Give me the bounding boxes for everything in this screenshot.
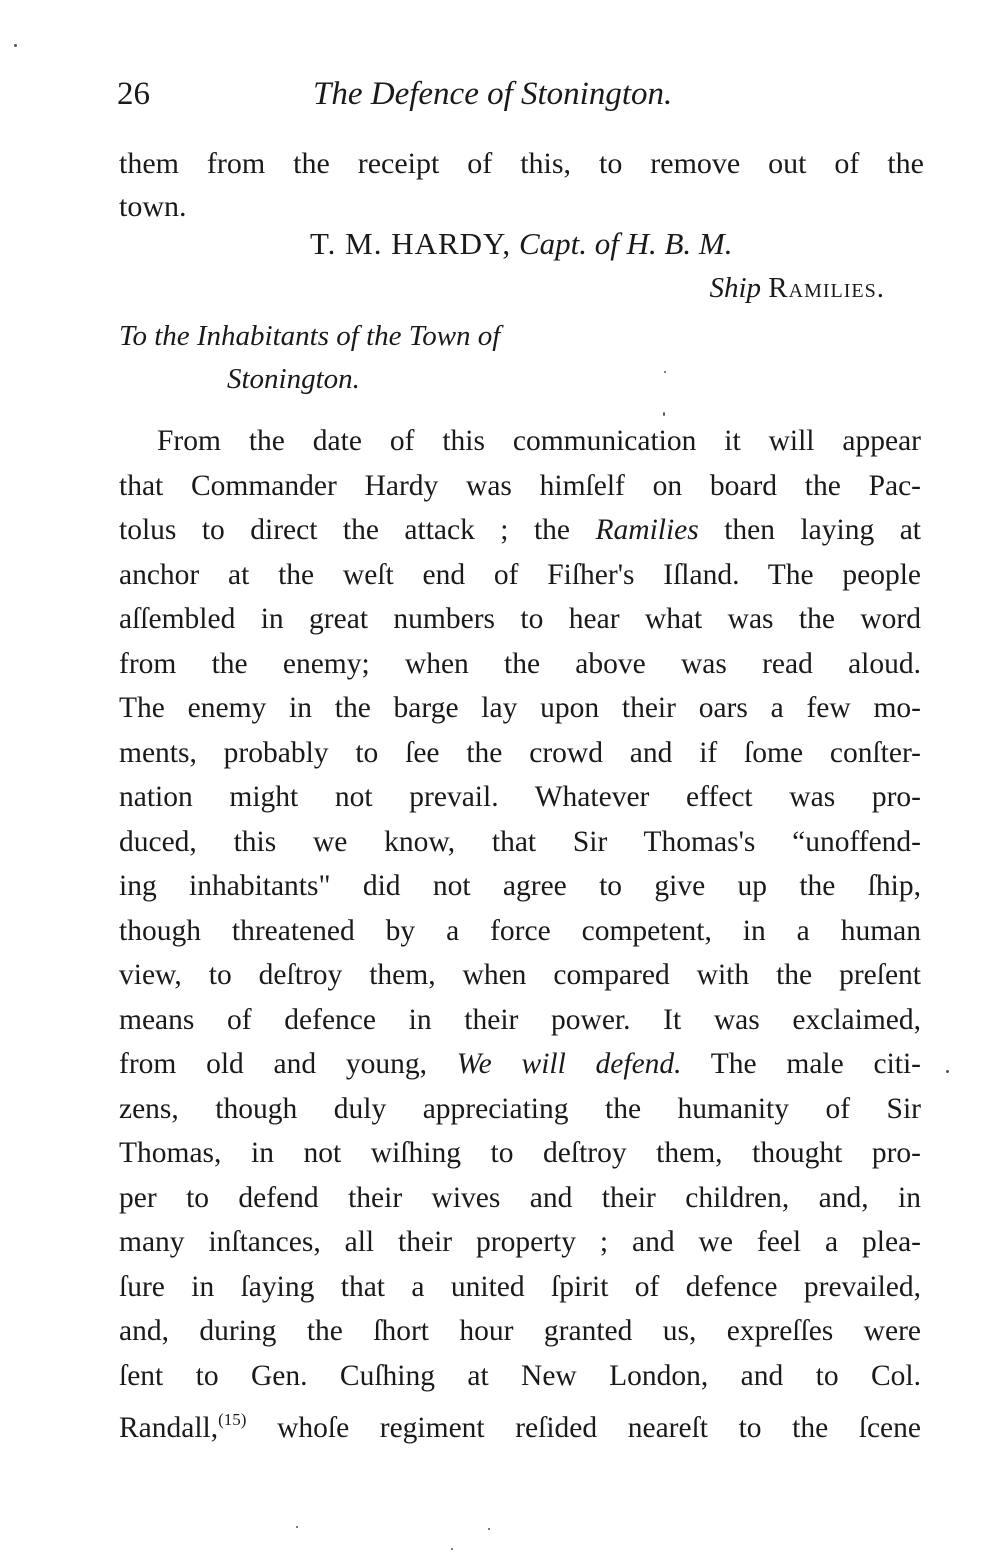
body-line-text: anchor at the weſt end of Fiſher's Iſland. The people	[119, 558, 921, 591]
body-line	[119, 731, 921, 776]
signature-title: Capt. of H. B. M.	[518, 226, 733, 261]
body-line-text: means of defence in their power. It was exclaimed,	[119, 1003, 921, 1036]
footnote-marker[interactable]: (15)	[218, 1410, 247, 1429]
body-line	[119, 419, 921, 464]
body-line-text: that Commander Hardy was himſelf on board the Pac-	[119, 469, 921, 502]
body-line-text: then laying at	[698, 514, 921, 546]
body-line	[119, 464, 921, 509]
body-line	[119, 642, 921, 687]
body-line-text: ing inhabitants" did not agree to give up the ſhip,	[119, 870, 921, 902]
body-line	[119, 1354, 921, 1399]
body-line-text: ments, probably to ſee the crowd and if ſome conſter-	[119, 736, 921, 769]
body-line-text: From the date of this communication it will appear	[157, 425, 921, 457]
page-number: 26	[117, 76, 150, 112]
body-line-text: many inſtances, all their property ; and we feel a plea-	[119, 1226, 921, 1258]
scan-speck	[663, 412, 665, 416]
ship-name: Ramilies.	[768, 272, 885, 304]
body-line	[119, 1220, 921, 1265]
body-line	[119, 597, 921, 642]
body-line-text: tolus to direct the attack ; the	[119, 514, 596, 546]
letter-line: them from the receipt of this, to remove out of the	[119, 147, 924, 180]
body-line	[119, 909, 921, 954]
scan-speck	[296, 1526, 298, 1528]
body-line-text: duced, this we know, that Sir Thomas's “unoffend-	[119, 825, 921, 858]
body-line	[119, 864, 921, 909]
signature	[310, 226, 733, 262]
body-line	[119, 1265, 921, 1310]
body-line	[119, 775, 921, 820]
ship-line	[709, 272, 885, 305]
body-line-text: ſure in ſaying that a united ſpirit of defence prevailed,	[119, 1270, 921, 1303]
body-line	[119, 1398, 921, 1443]
body-line	[119, 1131, 921, 1176]
addressee	[119, 315, 500, 401]
body-line-text: and, during the ſhort hour granted us, expreſſes were	[119, 1315, 921, 1347]
scan-speck	[451, 1548, 453, 1550]
body-line-text: nation might not prevail. Whatever effect was pro-	[119, 781, 921, 813]
body-line-text: ſent to Gen. Cuſhing at New London, and to Col.	[119, 1359, 921, 1392]
body-line-text: aſſembled in great numbers to hear what was the word	[119, 603, 921, 635]
ship-label: Ship	[709, 272, 762, 304]
scan-speck	[488, 1528, 490, 1530]
body-line-text: from the enemy; when the above was read aloud.	[119, 647, 921, 680]
body-line-italic: Ramilies	[595, 514, 699, 546]
body-line	[119, 508, 921, 553]
body-line-italic: We will defend.	[456, 1048, 682, 1080]
running-title: The Defence of Stonington.	[313, 76, 673, 112]
body-line	[119, 1042, 921, 1087]
letter-closing	[119, 142, 924, 228]
body-line-text: zens, though duly appreciating the humanity of Sir	[119, 1092, 921, 1125]
body-line	[119, 820, 921, 865]
body-line	[119, 953, 921, 998]
body-line	[119, 553, 921, 598]
scan-speck	[14, 44, 17, 47]
body-line-text: though threatened by a force competent, in a human	[119, 914, 921, 947]
body-line	[119, 1087, 921, 1132]
body-line-text: The enemy in the barge lay upon their oars a few mo-	[119, 692, 921, 724]
body-line-text: Thomas, in not wiſhing to deſtroy them, thought pro-	[119, 1137, 921, 1169]
body-paragraph	[119, 419, 921, 1443]
body-line-text: view, to deſtroy them, when compared with the preſent	[119, 959, 921, 991]
addressee-line: To the Inhabitants of the Town of	[119, 320, 501, 352]
scan-speck	[664, 371, 666, 373]
body-line	[119, 1309, 921, 1354]
letter-line: town.	[119, 190, 187, 223]
body-line-text: Randall,	[119, 1412, 219, 1444]
body-line	[119, 686, 921, 731]
addressee-line: Stonington.	[227, 363, 360, 395]
body-line-text: from old and young,	[119, 1048, 457, 1080]
body-line	[119, 1176, 921, 1221]
body-line-text: per to defend their wives and their children, and, in	[119, 1181, 921, 1214]
scan-speck	[946, 1070, 949, 1073]
body-line	[119, 998, 921, 1043]
body-line-text: The male citi-	[681, 1048, 921, 1080]
page-header	[117, 76, 927, 126]
signature-name: T. M. HARDY,	[310, 226, 512, 261]
body-line-text: whoſe regiment reſided neareſt to the ſcene	[246, 1412, 921, 1444]
